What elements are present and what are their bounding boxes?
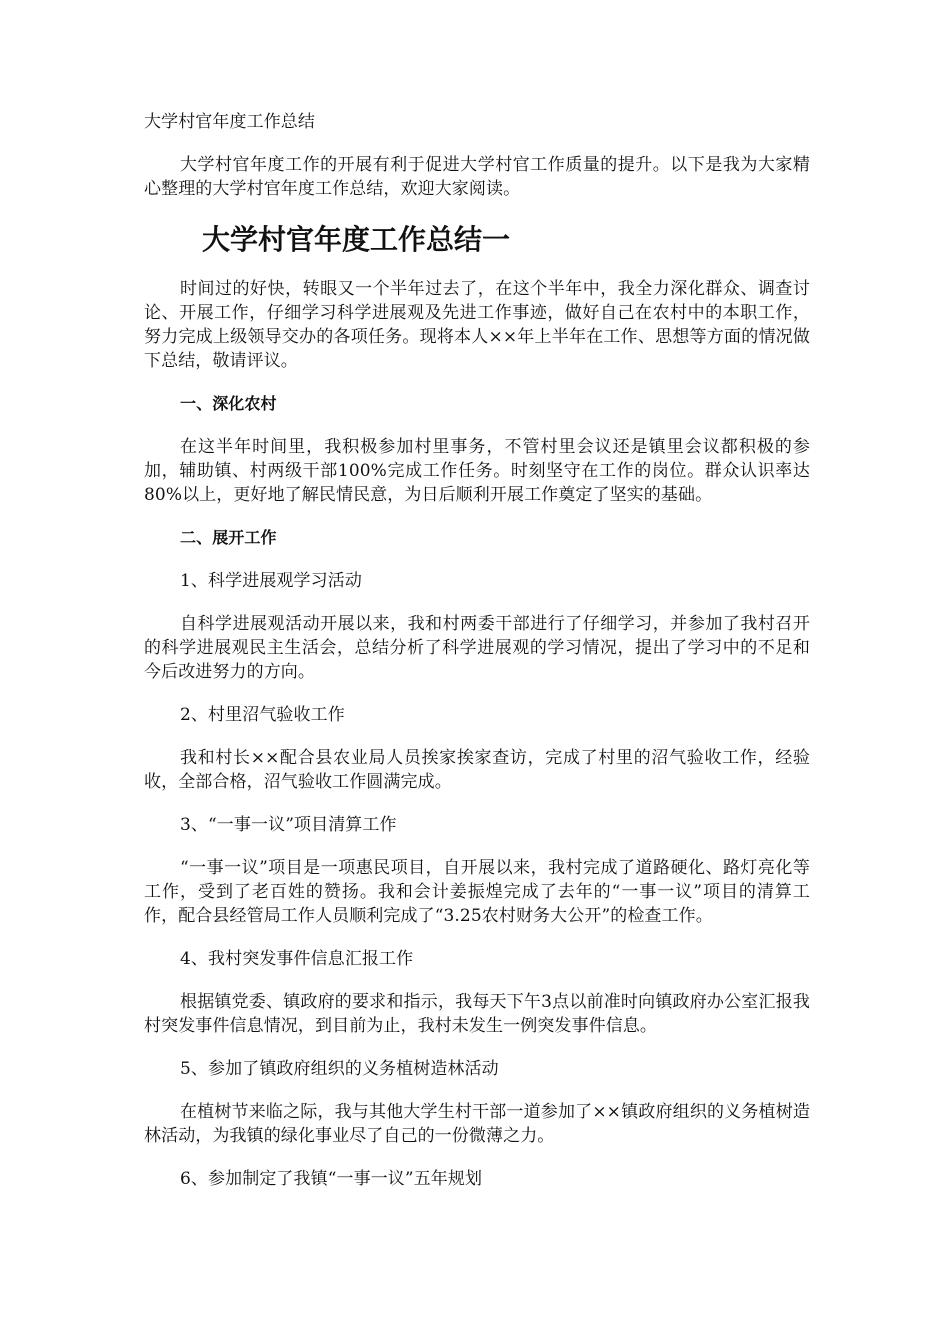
paragraph-7: 在植树节来临之际，我与其他大学生村干部一道参加了××镇政府组织的义务植树造林活动，为我镇的绿化事业尽了自己的一份微薄之力。 [144,1102,810,1146]
document-title: 大学村官年度工作总结 [144,112,315,132]
paragraph-6: 根据镇党委、镇政府的要求和指示，我每天下午3点以前准时向镇政府办公室汇报我村突发事件信息情况，到目前为止，我村未发生一例突发事件信息。 [144,992,810,1036]
intro-paragraph: 大学村官年度工作的开展有利于促进大学村官工作质量的提升。以下是我为大家精心整理的大学村官年度工作总结，欢迎大家阅读。 [144,155,810,199]
subheading-6: 6、参加制定了我镇“一事一议”五年规划 [180,1169,483,1189]
section-title: 大学村官年度工作总结一 [202,223,511,256]
subheading-5: 5、参加了镇政府组织的义务植树造林活动 [180,1059,499,1079]
subheading-4: 4、我村突发事件信息汇报工作 [180,949,414,969]
paragraph-4: 我和村长××配合县农业局人员挨家挨家查访，完成了村里的沼气验收工作，经验收，全部合格，沼气验收工作圆满完成。 [144,748,810,792]
subheading-2: 2、村里沼气验收工作 [180,705,345,725]
heading-carry-out-work: 二、展开工作 [180,528,277,547]
paragraph-2: 在这半年时间里，我积极参加村里事务，不管村里会议还是镇里会议都积极的参加，辅助镇、村两级干部100%完成工作任务。时刻坚守在工作的岗位。群众认识率达80%以上，更好地了解民情民意，为日后顺利开展工作奠定了坚实的基础。 [144,437,810,505]
subheading-3: 3、“一事一议”项目清算工作 [180,815,397,835]
subheading-1: 1、科学进展观学习活动 [180,571,362,591]
paragraph-1: 时间过的好快，转眼又一个半年过去了，在这个半年中，我全力深化群众、调查讨论、开展工作，仔细学习科学进展观及先进工作事迹，做好自己在农村中的本职工作，努力完成上级领导交办的各项任务。现将本人××年上半年在工作、思想等方面的情况做下总结，敬请评议。 [144,279,810,371]
document-body [144,110,810,1210]
paragraph-3: 自科学进展观活动开展以来，我和村两委干部进行了仔细学习，并参加了我村召开的科学进展观民主生活会，总结分析了科学进展观的学习情况，提出了学习中的不足和今后改进努力的方向。 [144,614,810,682]
heading-deepen-rural: 一、深化农村 [180,394,277,413]
paragraph-5: “一事一议”项目是一项惠民项目，自开展以来，我村完成了道路硬化、路灯亮化等工作，受到了老百姓的赞扬。我和会计姜振煌完成了去年的“一事一议”项目的清算工作，配合县经管局工作人员顺利完成了“3.25农村财务大公开”的检查工作。 [144,858,810,926]
